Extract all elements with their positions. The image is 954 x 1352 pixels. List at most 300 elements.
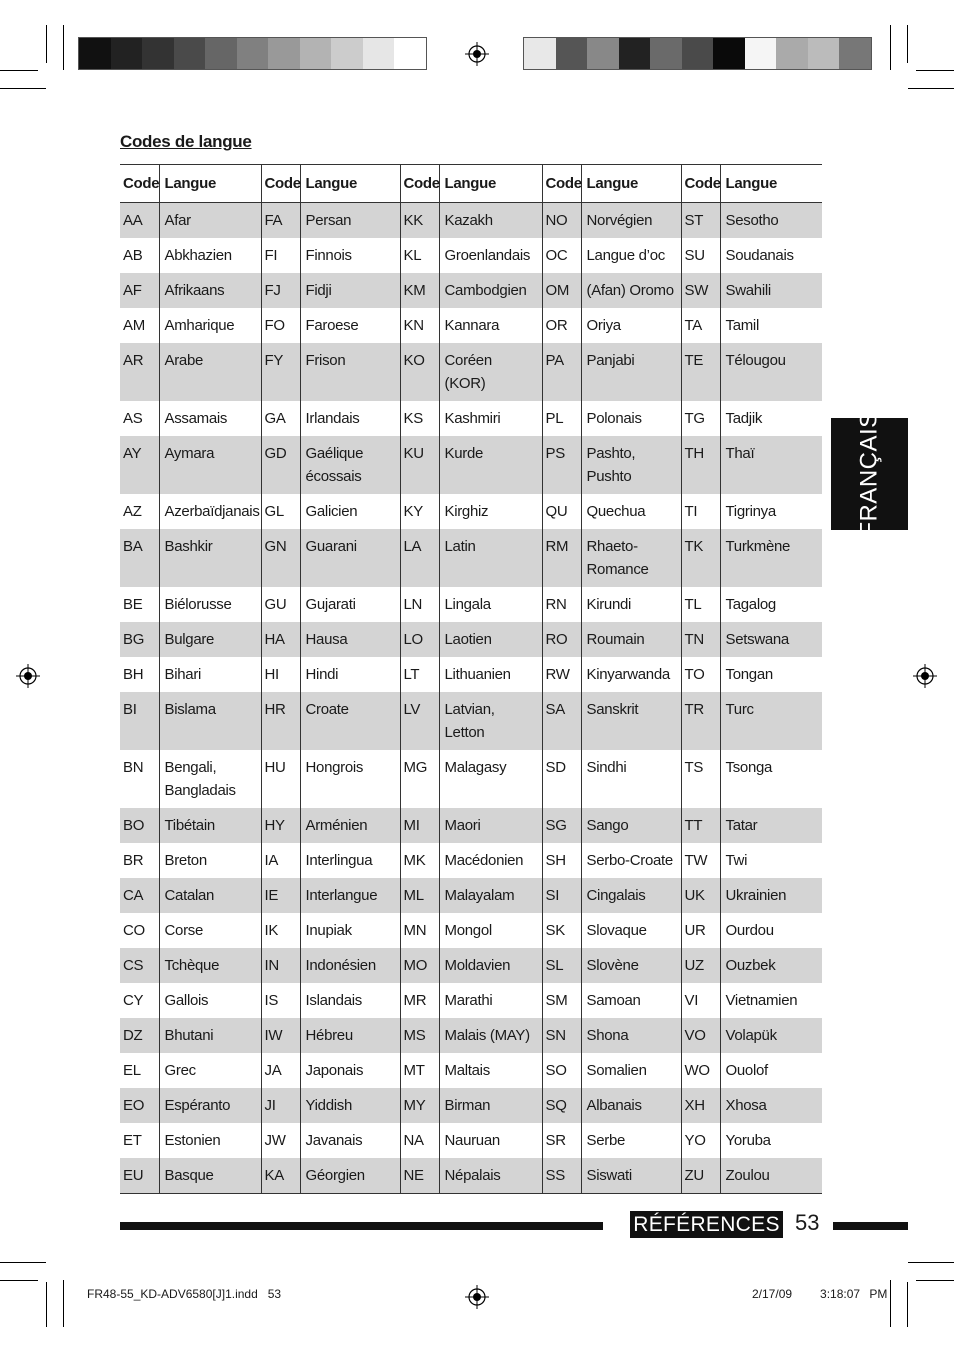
language-name: Lingala [439,587,542,622]
page-number: 53 [795,1210,820,1235]
language-code: SG [542,808,581,843]
language-name: Espéranto [159,1088,261,1123]
column-header-language: Langue [581,165,681,203]
language-name: Nauruan [439,1123,542,1158]
language-name: Slovène [581,948,681,983]
language-name: Corse [159,913,261,948]
language-name: Serbe [581,1123,681,1158]
language-name: Albanais [581,1088,681,1123]
color-swatch [237,38,269,69]
language-code: SR [545,1132,566,1149]
language-code: MO [400,948,439,983]
language-name: Coréen (KOR) [439,343,542,401]
language-name: Interlangue [300,878,400,913]
language-name: Bislama [159,692,261,750]
language-code: DZ [120,1018,159,1053]
language-code: IS [264,992,279,1009]
language-name: Kirundi [581,587,681,622]
registration-mark-icon [465,1285,489,1309]
color-swatch [268,38,300,69]
language-name: Hausa [300,622,400,657]
color-swatch [524,38,556,69]
crop-mark [908,1262,954,1263]
language-code: ST [681,203,720,239]
color-swatch [331,38,363,69]
color-swatch [839,38,871,69]
language-code: OR [545,317,568,334]
table-row [120,273,822,308]
registration-mark-icon [465,42,489,66]
language-name: Moldavien [439,948,542,983]
language-name: Soudanais [720,238,822,273]
language-name: Bashkir [159,529,261,587]
language-name: Cambodgien [439,273,542,308]
language-code: TN [681,622,720,657]
language-name: Indonésien [300,948,400,983]
footer-rule [120,1222,603,1230]
language-code: CA [120,878,159,913]
language-code: MG [403,759,428,776]
language-name: Lithuanien [439,657,542,692]
table-row [120,343,822,401]
language-code: SU [684,247,705,264]
table-row [120,983,822,1018]
language-name: Amharique [159,308,261,343]
table-row [120,238,822,273]
language-code: AZ [123,503,142,520]
language-code: MS [400,1018,439,1053]
crop-mark [46,25,47,63]
language-name: Hindi [300,657,400,692]
table-row [120,1158,822,1194]
language-code: FA [261,203,300,239]
language-name: Gujarati [300,587,400,622]
language-name: Vietnamien [720,983,822,1018]
language-name: Malagasy [439,750,542,808]
language-name: Abkhazien [159,238,261,273]
language-code: TW [684,852,708,869]
table-row [120,622,822,657]
color-bar-right [523,37,872,70]
color-swatch [363,38,395,69]
color-swatch [79,38,111,69]
language-code: UR [684,922,706,939]
language-code: BR [123,852,144,869]
language-name: Javanais [300,1123,400,1158]
language-name: Islandais [300,983,400,1018]
language-code: TS [684,759,704,776]
crop-mark [890,1280,891,1327]
language-name: Roumain [581,622,681,657]
crop-mark [908,88,954,89]
language-code: PA [542,343,581,401]
language-code: KU [400,436,439,494]
language-name: Kannara [439,308,542,343]
language-name: Latin [439,529,542,587]
color-swatch [111,38,143,69]
language-name: Fidji [300,273,400,308]
language-code: SI [542,878,581,913]
language-code: LV [400,692,439,750]
language-code: SS [542,1158,581,1194]
language-code: CY [123,992,144,1009]
language-code: KK [400,203,439,239]
table-row [120,692,822,750]
language-name: Groenlandais [439,238,542,273]
language-code: FI [264,247,278,264]
language-code: TA [684,317,702,334]
language-codes-table [120,164,822,1194]
language-code: BE [123,596,143,613]
language-code: TR [681,692,720,750]
language-name: Malais (MAY) [439,1018,542,1053]
color-swatch [394,38,426,69]
language-name: Guarani [300,529,400,587]
language-code: FJ [261,273,300,308]
language-code: KN [403,317,424,334]
color-swatch [300,38,332,69]
language-code: NE [400,1158,439,1194]
crop-mark [0,88,46,89]
language-code: JI [261,1088,300,1123]
print-slug-file: FR48-55_KD-ADV6580[J]1.indd 53 [87,1287,282,1301]
language-name: Arménien [300,808,400,843]
language-name: Japonais [300,1053,400,1088]
language-name: (Afan) Oromo [581,273,681,308]
language-code: FO [264,317,285,334]
language-code: MY [400,1088,439,1123]
language-code: CS [120,948,159,983]
language-name: Marathi [439,983,542,1018]
column-header-code: Code [400,165,439,203]
crop-mark [46,1282,47,1327]
crop-mark [0,1262,46,1263]
language-name: Afar [159,203,261,239]
language-code: RW [545,666,570,683]
color-swatch [174,38,206,69]
language-code: KA [261,1158,300,1194]
language-name: Tibétain [159,808,261,843]
table-body [120,203,822,1194]
language-name: Sanskrit [581,692,681,750]
color-swatch [745,38,777,69]
language-code: EU [120,1158,159,1194]
table-row [120,657,822,692]
table-row [120,529,822,587]
table-row [120,913,822,948]
language-name: Norvégien [581,203,681,239]
language-code: AR [120,343,159,401]
language-name: Afrikaans [159,273,261,308]
language-code: TE [681,343,720,401]
language-name: Ukrainien [720,878,822,913]
language-code: SA [542,692,581,750]
registration-mark-icon [16,664,40,688]
language-name: Basque [159,1158,261,1194]
language-name: Estonien [159,1123,261,1158]
color-swatch [142,38,174,69]
color-swatch [205,38,237,69]
language-code: YO [684,1132,706,1149]
language-code: IN [261,948,300,983]
column-header-code: Code [261,165,300,203]
section-title: Codes de langue [120,132,252,151]
language-name: Grec [159,1053,261,1088]
language-code: MI [400,808,439,843]
language-code: UK [681,878,720,913]
table-row [120,843,822,878]
column-header-language: Langue [720,165,822,203]
language-code: BI [120,692,159,750]
language-name: Setswana [720,622,822,657]
color-swatch [808,38,840,69]
language-name: Bulgare [159,622,261,657]
language-code: AY [120,436,159,494]
language-code: TT [681,808,720,843]
crop-mark [63,25,64,70]
language-name: Turkmène [720,529,822,587]
language-name: Télougou [720,343,822,401]
language-code: BG [120,622,159,657]
language-name: Panjabi [581,343,681,401]
crop-mark [916,1280,954,1281]
color-swatch [619,38,651,69]
language-code: LT [403,666,420,683]
table-row [120,203,822,239]
language-side-tab [831,411,908,537]
language-name: Serbo-Croate [581,843,681,878]
language-name: Twi [720,843,822,878]
column-header-code: Code [681,165,720,203]
language-code: WO [684,1062,710,1079]
language-name: Laotien [439,622,542,657]
language-name: Biélorusse [159,587,261,622]
language-name: Tigrinya [720,494,822,529]
language-code: JW [264,1132,286,1149]
column-header-code: Code [542,165,581,203]
language-name: Kazakh [439,203,542,239]
language-code: CO [123,922,145,939]
language-code: GL [264,503,284,520]
language-name: Volapük [720,1018,822,1053]
language-name: Assamais [159,401,261,436]
crop-mark [0,1280,38,1281]
language-name: Malayalam [439,878,542,913]
language-code: KL [403,247,422,264]
language-code: FY [261,343,300,401]
language-code: AM [123,317,145,334]
language-name: Zoulou [720,1158,822,1194]
language-name: Pashto, Pushto [581,436,681,494]
language-code: GA [264,410,286,427]
color-swatch [776,38,808,69]
language-code: BN [123,759,144,776]
language-code: HI [264,666,279,683]
language-code: TG [684,410,705,427]
language-name: Thaï [720,436,822,494]
language-name: Bhutani [159,1018,261,1053]
language-name: Langue d’oc [581,238,681,273]
language-name: Sindhi [581,750,681,808]
table-row [120,750,822,808]
language-code: HA [261,622,300,657]
table-row [120,401,822,436]
language-code: AF [120,273,159,308]
language-name: Latvian, Letton [439,692,542,750]
language-code: PL [545,410,564,427]
footer-rule [833,1222,908,1230]
language-name: Hébreu [300,1018,400,1053]
language-name: Kashmiri [439,401,542,436]
language-name: Irlandais [300,401,400,436]
language-code: RM [542,529,581,587]
language-name: Hongrois [300,750,400,808]
table-row [120,1018,822,1053]
language-name: Frison [300,343,400,401]
language-name: Slovaque [581,913,681,948]
language-name: Finnois [300,238,400,273]
language-name: Géorgien [300,1158,400,1194]
language-code: SM [545,992,568,1009]
registration-mark-icon [913,664,937,688]
language-code: NA [403,1132,424,1149]
language-name: Samoan [581,983,681,1018]
language-code: BO [120,808,159,843]
language-code: SK [545,922,565,939]
column-header-language: Langue [300,165,400,203]
language-code: SW [681,273,720,308]
language-code: ML [400,878,439,913]
language-name: Shona [581,1018,681,1053]
color-swatch [713,38,745,69]
language-name: Tongan [720,657,822,692]
crop-mark [0,70,38,71]
language-code: MN [403,922,427,939]
language-name: Ouolof [720,1053,822,1088]
language-code: TO [684,666,705,683]
language-code: BH [123,666,144,683]
language-code: SD [545,759,566,776]
language-name: Macédonien [439,843,542,878]
language-code: KM [400,273,439,308]
language-name: Turc [720,692,822,750]
language-name: Maltais [439,1053,542,1088]
language-code: GD [261,436,300,494]
language-code: EO [120,1088,159,1123]
language-name: Croate [300,692,400,750]
language-code: JA [264,1062,282,1079]
footer-section-label: RÉFÉRENCES [630,1211,783,1238]
language-name: Yiddish [300,1088,400,1123]
crop-mark [907,1282,908,1327]
table-row [120,878,822,913]
language-code: BA [120,529,159,587]
language-name: Sesotho [720,203,822,239]
language-name: Birman [439,1088,542,1123]
language-name: Gaélique écossais [300,436,400,494]
language-code: TK [681,529,720,587]
table-row [120,494,822,529]
table-row [120,1123,822,1158]
language-code: LA [400,529,439,587]
language-code: KS [403,410,423,427]
language-code: SN [542,1018,581,1053]
side-tab-label: FRANÇAIS [855,411,883,537]
language-code: IE [261,878,300,913]
language-name: Ourdou [720,913,822,948]
language-code: SL [542,948,581,983]
language-code: HR [261,692,300,750]
language-name: Galicien [300,494,400,529]
language-code: LN [403,596,423,613]
language-code: MR [403,992,427,1009]
language-code: MT [403,1062,425,1079]
table-row [120,1053,822,1088]
language-name: Siswati [581,1158,681,1194]
language-code: HY [261,808,300,843]
language-name: Quechua [581,494,681,529]
table-row [120,1088,822,1123]
language-name: Polonais [581,401,681,436]
table-header [120,165,822,203]
header-row [120,165,822,203]
language-code: RO [542,622,581,657]
language-name: Faroese [300,308,400,343]
language-code: TL [684,596,702,613]
language-code: OC [545,247,568,264]
language-code: EL [123,1062,141,1079]
language-name: Tadjik [720,401,822,436]
language-code: VI [684,992,699,1009]
table-row [120,808,822,843]
language-name: Arabe [159,343,261,401]
language-name: Bihari [159,657,261,692]
language-code: IA [264,852,279,869]
language-name: Breton [159,843,261,878]
language-code: VO [681,1018,720,1053]
language-name: Catalan [159,878,261,913]
language-name: Tatar [720,808,822,843]
table-row [120,587,822,622]
language-name: Maori [439,808,542,843]
language-code: ZU [681,1158,720,1194]
language-name: Tagalog [720,587,822,622]
language-code: OM [542,273,581,308]
language-code: SO [545,1062,567,1079]
language-code: KO [400,343,439,401]
color-swatch [682,38,714,69]
language-name: Persan [300,203,400,239]
language-code: AB [123,247,143,264]
table-row [120,436,822,494]
language-name: Ouzbek [720,948,822,983]
language-code: ET [123,1132,142,1149]
language-name: Swahili [720,273,822,308]
language-name: Tchèque [159,948,261,983]
print-slug-datetime: 2/17/09 3:18:07 PM [752,1287,888,1301]
column-header-language: Langue [159,165,261,203]
language-code: GU [264,596,287,613]
language-code: IK [264,922,279,939]
language-name: Kirghiz [439,494,542,529]
column-header-code: Code [120,165,159,203]
language-name: Mongol [439,913,542,948]
language-code: TI [684,503,698,520]
language-code: LO [400,622,439,657]
column-header-language: Langue [439,165,542,203]
language-code: PS [542,436,581,494]
language-name: Interlingua [300,843,400,878]
